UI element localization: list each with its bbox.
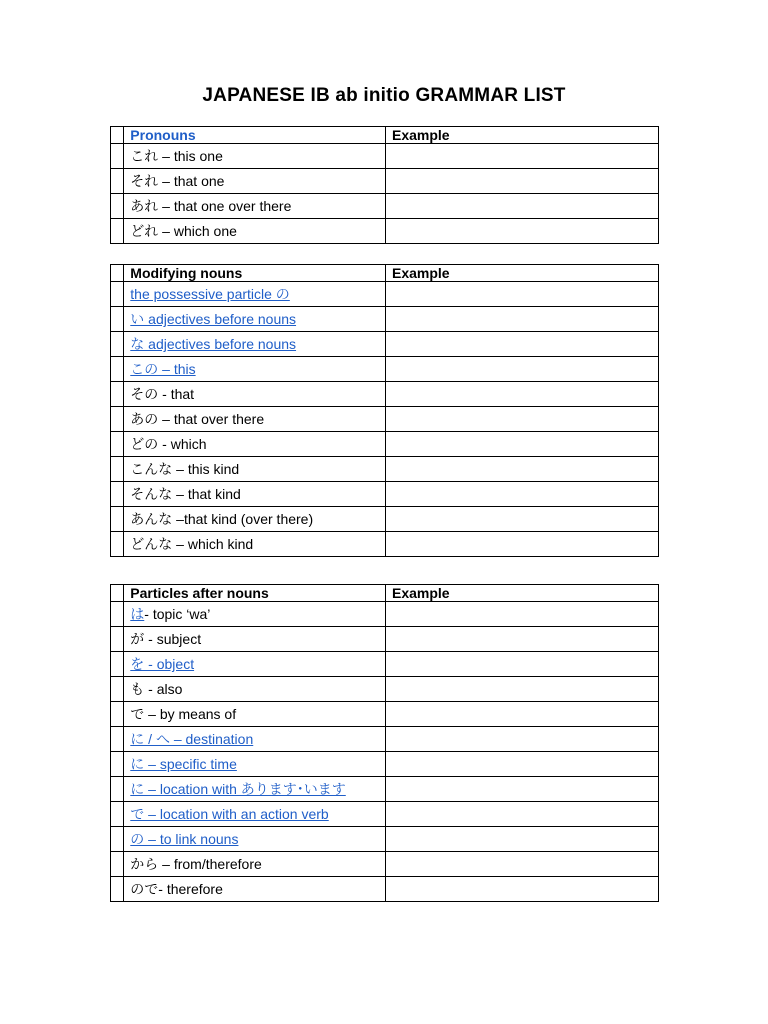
number-cell bbox=[111, 727, 124, 752]
table-row bbox=[111, 602, 659, 627]
grammar-link[interactable]: に / へ – destination bbox=[130, 731, 254, 747]
table-row bbox=[111, 144, 659, 169]
example-cell bbox=[386, 602, 659, 627]
grammar-item: あんな –that kind (over there) bbox=[124, 507, 386, 532]
table-row bbox=[111, 877, 659, 902]
grammar-item: どんな – which kind bbox=[124, 532, 386, 557]
number-cell bbox=[111, 532, 124, 557]
number-cell bbox=[111, 752, 124, 777]
grammar-item: それ – that one bbox=[124, 169, 386, 194]
table-row bbox=[111, 482, 659, 507]
table-header-row bbox=[111, 265, 659, 282]
table-row bbox=[111, 777, 659, 802]
grammar-item: から – from/therefore bbox=[124, 852, 386, 877]
number-cell bbox=[111, 877, 124, 902]
grammar-item: あれ – that one over there bbox=[124, 194, 386, 219]
table-row bbox=[111, 457, 659, 482]
example-cell bbox=[386, 802, 659, 827]
table-row bbox=[111, 852, 659, 877]
example-cell bbox=[386, 827, 659, 852]
example-cell bbox=[386, 852, 659, 877]
grammar-item: どれ – which one bbox=[124, 219, 386, 244]
grammar-table-particles bbox=[110, 584, 659, 902]
example-header: Example bbox=[386, 265, 659, 282]
table-row bbox=[111, 219, 659, 244]
table-row bbox=[111, 507, 659, 532]
number-cell bbox=[111, 482, 124, 507]
example-cell bbox=[386, 357, 659, 382]
page-title: JAPANESE IB ab initio GRAMMAR LIST bbox=[202, 85, 566, 106]
example-cell bbox=[386, 507, 659, 532]
number-cell bbox=[111, 652, 124, 677]
grammar-item: が - subject bbox=[124, 627, 386, 652]
grammar-link[interactable]: を - object bbox=[130, 656, 195, 672]
example-cell bbox=[386, 382, 659, 407]
table-row bbox=[111, 652, 659, 677]
table-row bbox=[111, 532, 659, 557]
grammar-item: も - also bbox=[124, 677, 386, 702]
example-cell bbox=[386, 652, 659, 677]
table-row bbox=[111, 627, 659, 652]
example-cell bbox=[386, 332, 659, 357]
example-cell bbox=[386, 457, 659, 482]
grammar-link[interactable]: に – specific time bbox=[130, 756, 237, 772]
example-cell bbox=[386, 432, 659, 457]
number-cell bbox=[111, 282, 124, 307]
table-header-row bbox=[111, 585, 659, 602]
example-cell bbox=[386, 144, 659, 169]
table-row bbox=[111, 357, 659, 382]
grammar-link[interactable]: の – to link nouns bbox=[130, 831, 239, 847]
grammar-link[interactable]: に – location with あります･います bbox=[130, 781, 346, 797]
number-cell bbox=[111, 432, 124, 457]
grammar-link[interactable]: な adjectives before nouns bbox=[130, 336, 297, 352]
grammar-link[interactable]: この – this bbox=[130, 361, 196, 377]
example-cell bbox=[386, 777, 659, 802]
grammar-table-modifying-nouns bbox=[110, 264, 659, 557]
section-header-modifying-nouns: Modifying nouns bbox=[124, 265, 386, 282]
example-cell bbox=[386, 702, 659, 727]
grammar-item: あの – that over there bbox=[124, 407, 386, 432]
number-cell bbox=[111, 507, 124, 532]
number-cell bbox=[111, 585, 124, 602]
number-cell bbox=[111, 307, 124, 332]
grammar-link[interactable]: で – location with an action verb bbox=[130, 806, 329, 822]
table-row bbox=[111, 169, 659, 194]
example-cell bbox=[386, 282, 659, 307]
example-header: Example bbox=[386, 127, 659, 144]
table-row bbox=[111, 407, 659, 432]
grammar-item: これ – this one bbox=[124, 144, 386, 169]
example-cell bbox=[386, 752, 659, 777]
table-row bbox=[111, 282, 659, 307]
table-row bbox=[111, 307, 659, 332]
grammar-table-pronouns bbox=[110, 126, 659, 244]
grammar-item: ので- therefore bbox=[124, 877, 386, 902]
table-row bbox=[111, 727, 659, 752]
example-cell bbox=[386, 307, 659, 332]
number-cell bbox=[111, 602, 124, 627]
example-cell bbox=[386, 677, 659, 702]
number-cell bbox=[111, 194, 124, 219]
example-cell bbox=[386, 877, 659, 902]
example-cell bbox=[386, 727, 659, 752]
example-cell bbox=[386, 627, 659, 652]
number-cell bbox=[111, 219, 124, 244]
number-cell bbox=[111, 627, 124, 652]
grammar-link[interactable]: い adjectives before nouns bbox=[130, 311, 297, 327]
table-row bbox=[111, 802, 659, 827]
grammar-item-rest: - topic ‘wa’ bbox=[144, 606, 211, 622]
table-row bbox=[111, 827, 659, 852]
number-cell bbox=[111, 265, 124, 282]
grammar-link[interactable]: the possessive particle の bbox=[130, 286, 290, 302]
table-row bbox=[111, 332, 659, 357]
section-header-particles: Particles after nouns bbox=[124, 585, 386, 602]
example-header: Example bbox=[386, 585, 659, 602]
number-cell bbox=[111, 702, 124, 727]
table-header-row bbox=[111, 127, 659, 144]
grammar-item: そんな – that kind bbox=[124, 482, 386, 507]
number-cell bbox=[111, 382, 124, 407]
grammar-item: どの - which bbox=[124, 432, 386, 457]
example-cell bbox=[386, 482, 659, 507]
number-cell bbox=[111, 827, 124, 852]
number-cell bbox=[111, 144, 124, 169]
number-cell bbox=[111, 777, 124, 802]
number-cell bbox=[111, 677, 124, 702]
example-cell bbox=[386, 169, 659, 194]
grammar-link[interactable]: は bbox=[130, 606, 145, 622]
section-header-pronouns: Pronouns bbox=[124, 127, 386, 144]
table-row bbox=[111, 382, 659, 407]
grammar-item: で – by means of bbox=[124, 702, 386, 727]
number-cell bbox=[111, 169, 124, 194]
table-row bbox=[111, 702, 659, 727]
table-row bbox=[111, 752, 659, 777]
table-row bbox=[111, 432, 659, 457]
example-cell bbox=[386, 194, 659, 219]
number-cell bbox=[111, 127, 124, 144]
number-cell bbox=[111, 802, 124, 827]
grammar-item: その - that bbox=[124, 382, 386, 407]
table-row bbox=[111, 677, 659, 702]
number-cell bbox=[111, 457, 124, 482]
table-row bbox=[111, 194, 659, 219]
example-cell bbox=[386, 407, 659, 432]
example-cell bbox=[386, 532, 659, 557]
number-cell bbox=[111, 407, 124, 432]
example-cell bbox=[386, 219, 659, 244]
number-cell bbox=[111, 852, 124, 877]
grammar-item: こんな – this kind bbox=[124, 457, 386, 482]
number-cell bbox=[111, 357, 124, 382]
number-cell bbox=[111, 332, 124, 357]
